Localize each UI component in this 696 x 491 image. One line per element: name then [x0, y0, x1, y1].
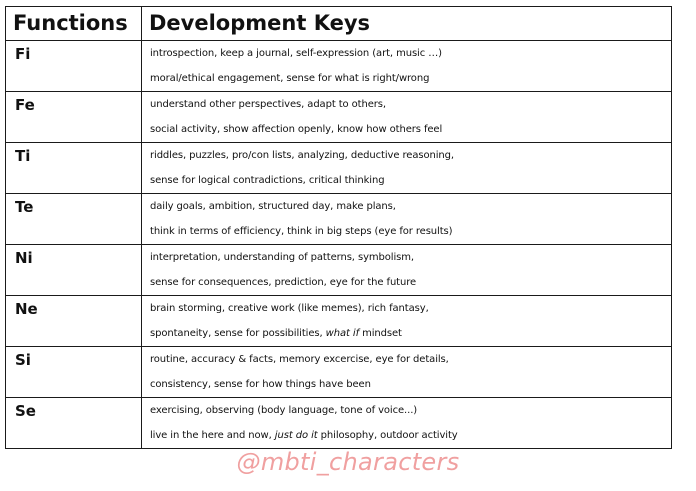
keys-line: sense for consequences, prediction, eye for the future [150, 277, 417, 288]
keys-line: exercising, observing (body language, tone of voice...) [150, 405, 418, 416]
keys-cell [142, 347, 672, 398]
keys-line: interpretation, understanding of patterns, symbolism, [150, 252, 414, 263]
keys-line: riddles, puzzles, pro/con lists, analyzing, deductive reasoning, [150, 150, 454, 161]
function-cell: Se [6, 398, 142, 449]
keys-cell [142, 143, 672, 194]
keys-cell [142, 296, 672, 347]
keys-cell [142, 92, 672, 143]
keys-italic-text: what if [325, 328, 360, 339]
table-header-row [6, 7, 672, 41]
development-keys-table [5, 6, 672, 449]
keys-line: consistency, sense for how things have been [150, 379, 371, 390]
keys-line: brain storming, creative work (like memes), rich fantasy, [150, 303, 429, 314]
function-cell: Fe [6, 92, 142, 143]
table-row [6, 194, 672, 245]
table-row [6, 41, 672, 92]
table-row [6, 347, 672, 398]
keys-line: introspection, keep a journal, self-expression (art, music …) [150, 48, 442, 59]
keys-line: think in terms of efficiency, think in big steps (eye for results) [150, 226, 453, 237]
keys-line: routine, accuracy & facts, memory excercise, eye for details, [150, 354, 449, 365]
keys-line: daily goals, ambition, structured day, make plans, [150, 201, 396, 212]
table-row [6, 92, 672, 143]
functions-header: Functions [6, 7, 142, 41]
keys-cell [142, 398, 672, 449]
keys-line: sense for logical contradictions, critical thinking [150, 175, 385, 186]
keys-line: understand other perspectives, adapt to others, [150, 99, 386, 110]
function-cell: Fi [6, 41, 142, 92]
keys-text: live in the here and now, [150, 430, 275, 441]
table-row [6, 143, 672, 194]
keys-cell [142, 245, 672, 296]
keys-line [150, 423, 671, 448]
keys-text: philosophy, outdoor activity [317, 430, 458, 441]
keys-cell [142, 194, 672, 245]
table-row [6, 398, 672, 449]
keys-line: social activity, show affection openly, know how others feel [150, 124, 443, 135]
table-row [6, 245, 672, 296]
keys-text: spontaneity, sense for possibilities, [150, 328, 326, 339]
function-cell: Ne [6, 296, 142, 347]
function-cell: Te [6, 194, 142, 245]
keys-line: moral/ethical engagement, sense for what is right/wrong [150, 73, 430, 84]
keys-cell [142, 41, 672, 92]
development-keys-header: Development Keys [142, 7, 672, 41]
keys-italic-text: just do it [274, 430, 318, 441]
function-cell: Si [6, 347, 142, 398]
keys-text: mindset [359, 328, 402, 339]
function-cell: Ni [6, 245, 142, 296]
keys-line [150, 321, 671, 346]
watermark-handle: @mbti_characters [236, 448, 460, 476]
table-row [6, 296, 672, 347]
function-cell: Ti [6, 143, 142, 194]
